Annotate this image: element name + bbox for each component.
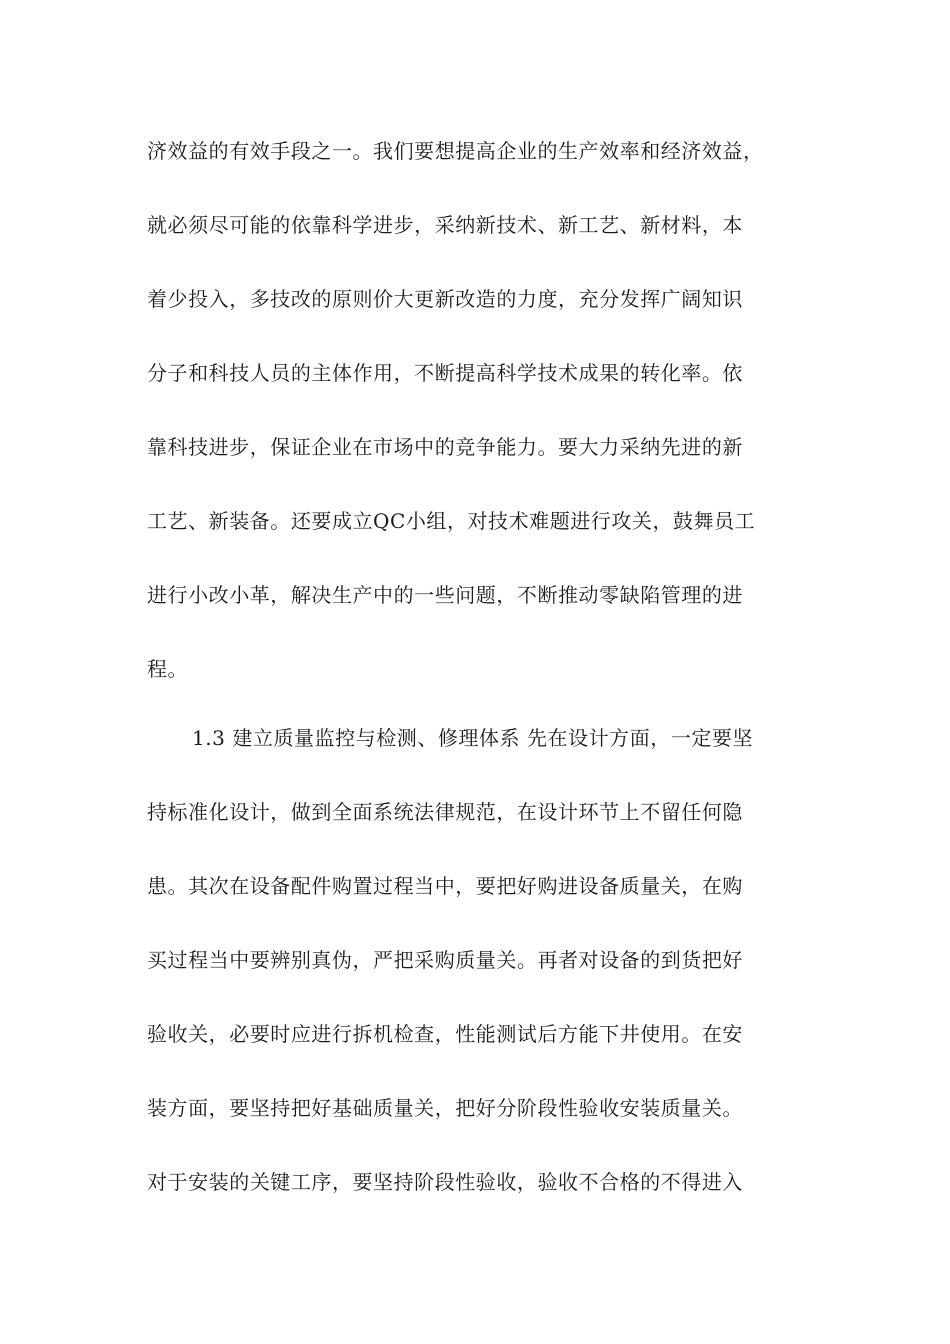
text-line: 济效益的有效手段之一。我们要想提高企业的生产效率和经济效益，	[147, 139, 764, 163]
text-line: 持标准化设计，做到全面系统法律规范，在设计环节上不留任何隐	[147, 800, 743, 824]
text-line: 验收关，必要时应进行拆机检查，性能测试后方能下井使用。在安	[147, 1022, 743, 1046]
text-line: 患。其次在设备配件购置过程当中，要把好购进设备质量关，在购	[147, 874, 743, 898]
text-line: 就必须尽可能的依靠科学进步，采纳新技术、新工艺、新材料，本	[147, 213, 743, 237]
text-line: 着少投入，多技改的原则价大更新改造的力度，充分发挥广阔知识	[147, 287, 743, 311]
text-line: 分子和科技人员的主体作用，不断提高科学技术成果的转化率。依	[147, 361, 743, 385]
text-line: 工艺、新装备。还要成立QC小组，对技术难题进行攻关，鼓舞员工	[147, 509, 756, 533]
text-line: 对于安装的关键工序，要坚持阶段性验收，验收不合格的不得进入	[147, 1170, 743, 1194]
text-line: 程。	[147, 657, 189, 681]
text-line: 进行小改小革，解决生产中的一些问题，不断推动零缺陷管理的进	[147, 583, 743, 607]
text-line: 装方面，要坚持把好基础质量关，把好分阶段性验收安装质量关。	[147, 1096, 743, 1120]
section-heading-line: 1.3 建立质量监控与检测、修理体系 先在设计方面，一定要坚	[192, 726, 754, 750]
text-line: 靠科技进步，保证企业在市场中的竞争能力。要大力采纳先进的新	[147, 435, 743, 459]
text-line: 买过程当中要辨别真伪，严把采购质量关。再者对设备的到货把好	[147, 948, 743, 972]
